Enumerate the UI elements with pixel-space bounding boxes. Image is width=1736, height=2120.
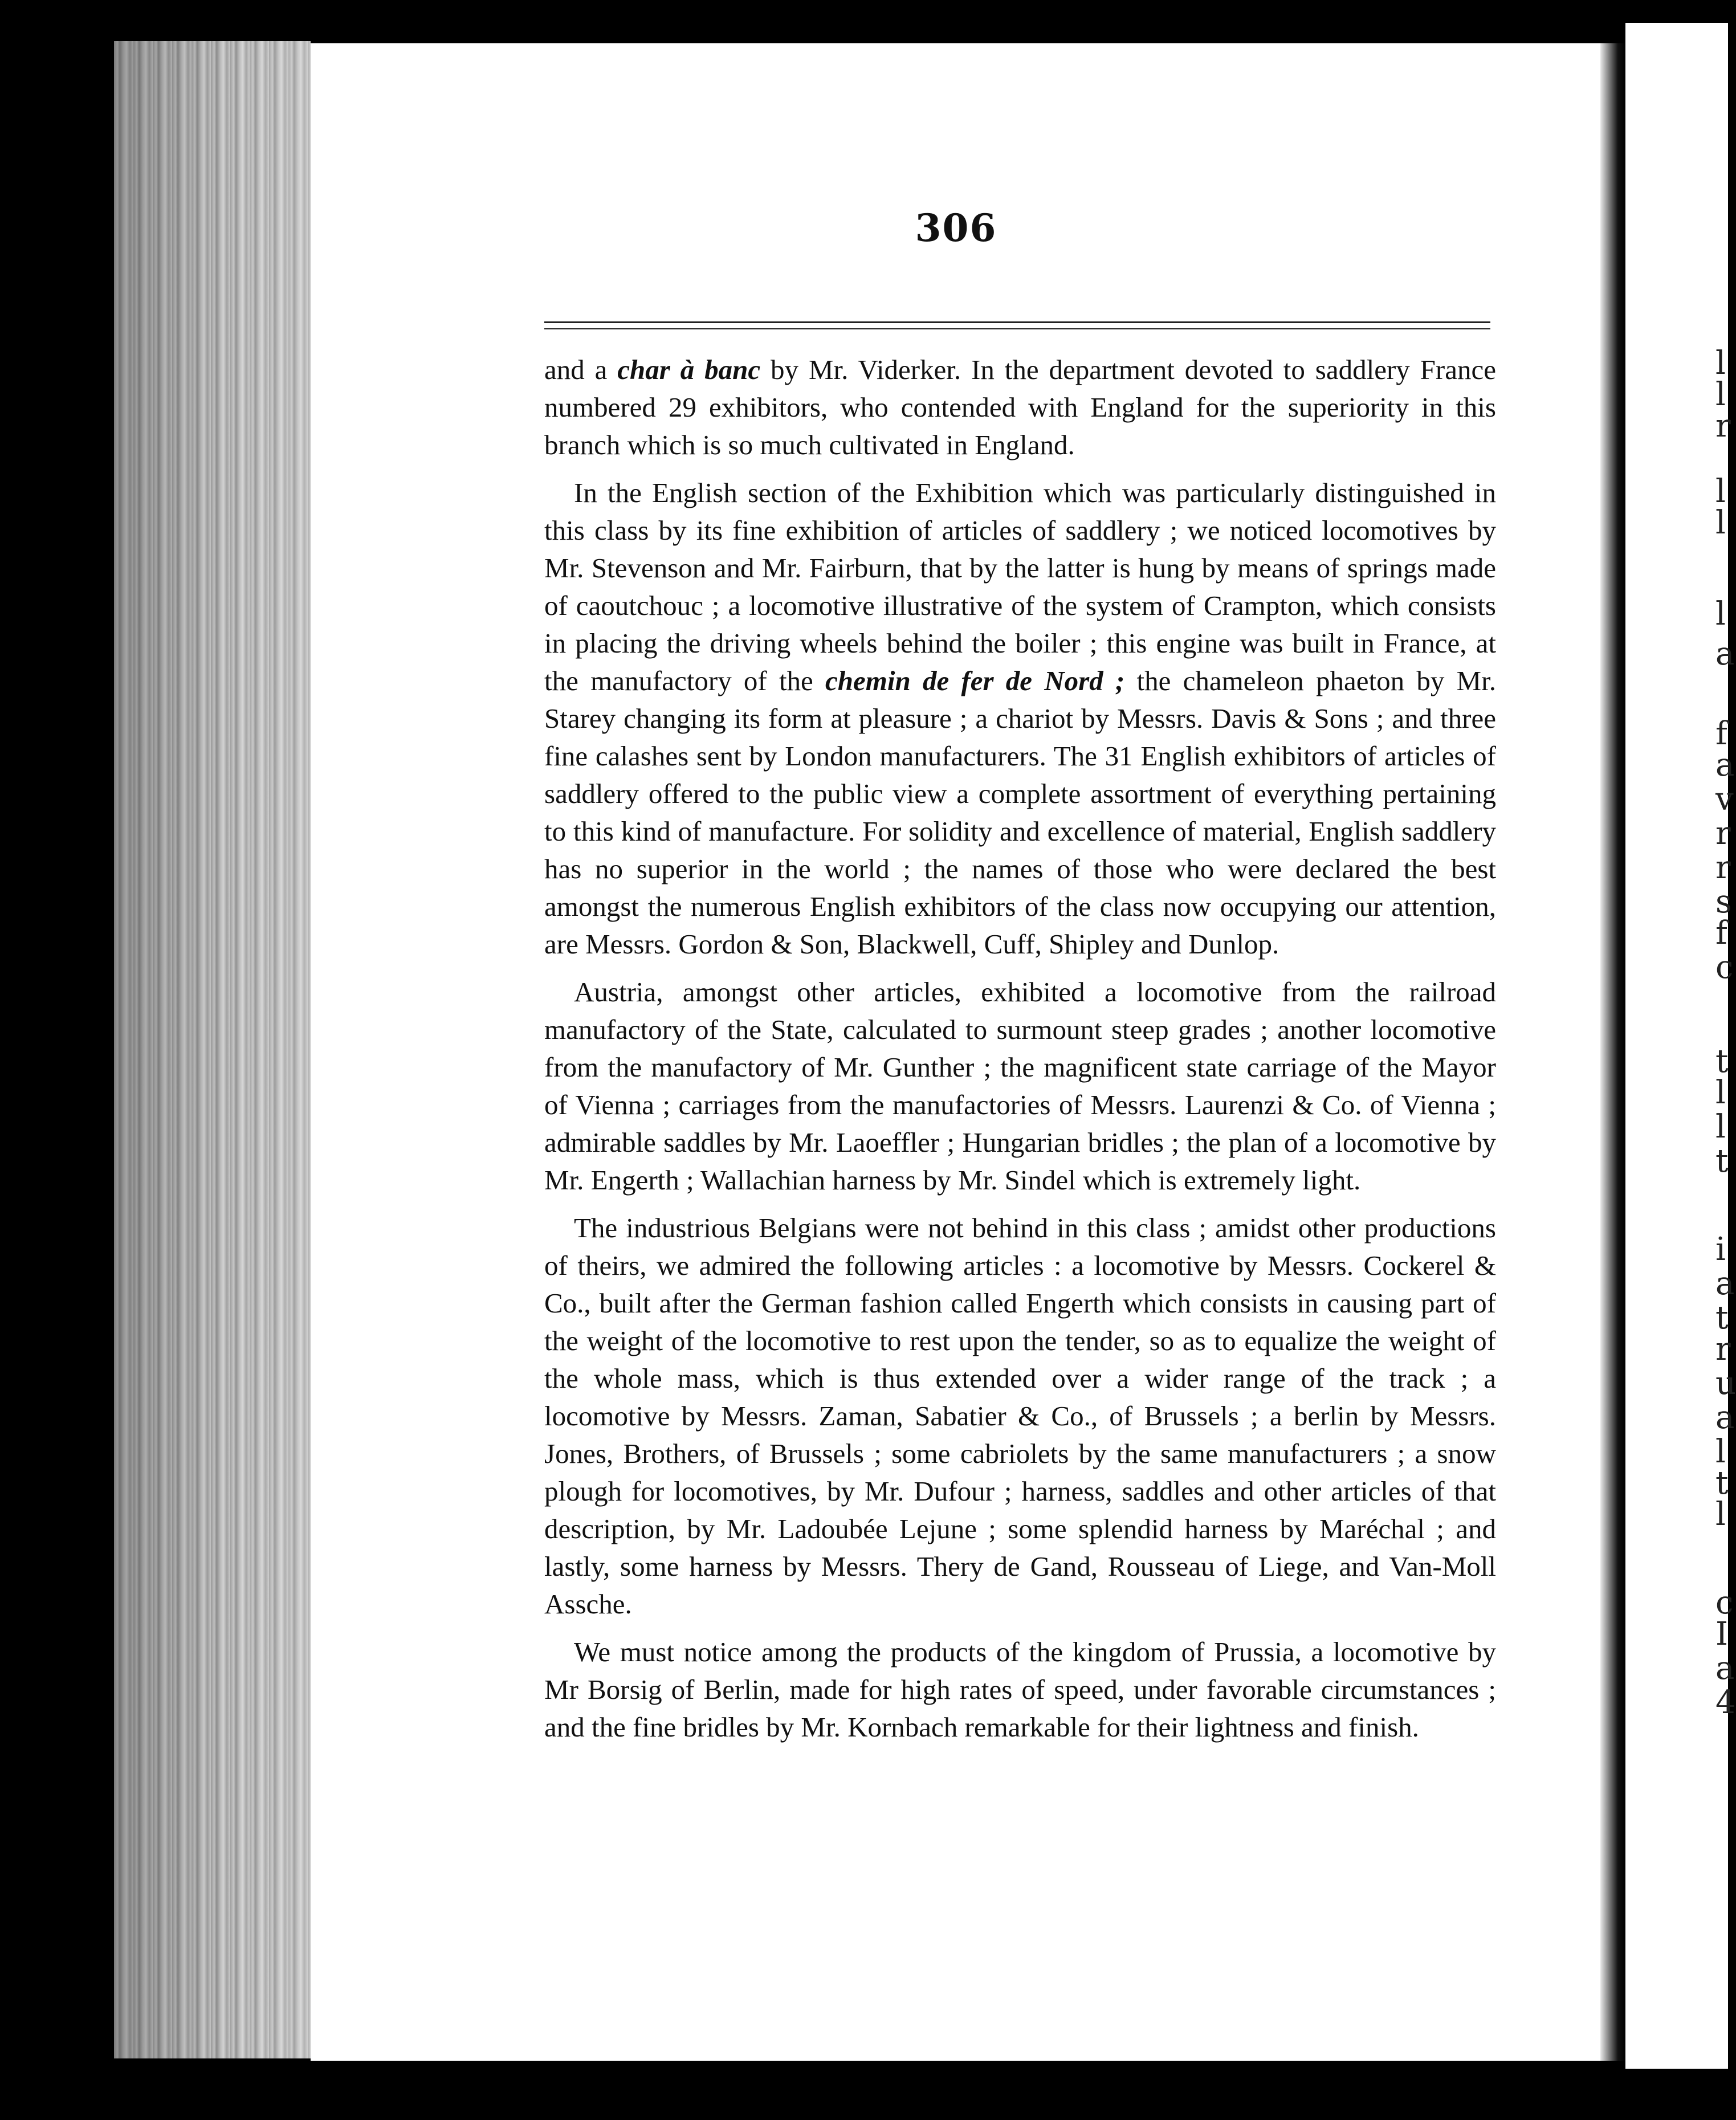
facing-page-letter: f (1715, 915, 1727, 952)
facing-page-letter: v (1715, 781, 1734, 818)
facing-page-letter: l (1715, 473, 1726, 510)
page-edges-stack (114, 41, 311, 2058)
text-run: Austria, amongst other articles, exhibited a locomotive from the railroad manufactory of the State, calculated to surmount steep grades ; another locomotive from the manufactory of Mr. Gunther ; the magnificent state carriage of the Mayor of Vienna ; carriages from the manufactories of Messrs. Laurenzi & Co. of Vienna ; admirable saddles by Mr. Laoeffler ; Hungarian bridles ; the plan of a locomotive by Mr. Engerth ; Wallachian harness by Mr. Sindel which is extremely light. (544, 976, 1496, 1196)
italic-phrase: chemin de fer de Nord ; (825, 665, 1125, 696)
facing-page-letter: l (1715, 504, 1726, 541)
facing-page-letter: l (1715, 596, 1726, 633)
body-text (544, 351, 1496, 1756)
facing-page-letter: r (1715, 849, 1731, 886)
text-run: The industrious Belgians were not behind in this class ; amidst other productions of theirs, we admired the following articles : a locomotive by Messrs. Cockerel & Co., built after the German fashion called Engerth which consists in causing part of the weight of the locomotive to rest upon the tender, so as to equalize the weight of the whole mass, which is thus extended over a wider range of the track ; a locomotive by Messrs. Zaman, Sabatier & Co., of Brussels ; a berlin by Messrs. Jones, Brothers, of Brussels ; some cabriolets by the same manufacturers ; a snow plough for locomotives, by Mr. Dufour ; harness, saddles and other articles of that description, by Mr. Ladoubée Lejune ; some splendid harness by Maréchal ; and lastly, some harness by Messrs. Thery de Gand, Rousseau of Liege, and Van-Moll Assche. (544, 1212, 1496, 1620)
facing-page-letter: l (1715, 1496, 1726, 1533)
book-gutter (1600, 43, 1625, 2061)
facing-page-letter: r (1715, 407, 1731, 445)
facing-page-edge (1625, 23, 1736, 2069)
facing-page-letter: a (1715, 1265, 1735, 1302)
facing-page-letter: l (1715, 345, 1726, 382)
book-page (311, 43, 1601, 2061)
header-rule (544, 321, 1490, 323)
facing-page-letter: t (1715, 1043, 1729, 1080)
text-run: the chameleon phaeton by Mr. Starey changing its form at pleasure ; a chariot by Messrs. Davis & Sons ; and three fine calashes sent by London manufacturers. The 31 English exhibitors of articles of saddlery offered to the public view a complete assortment of everything pertaining to this kind of manufacture. For solidity and excellence of material, English saddlery has no superior in the world ; the names of those who were declared the best amongst the numerous English exhibitors of the class now occupying our attention, are Messrs. Gordon & Son, Blackwell, Cuff, Shipley and Dunlop. (544, 665, 1496, 960)
facing-page-letter: t (1715, 1299, 1729, 1336)
paragraph (544, 1633, 1496, 1746)
facing-page-letter: l (1715, 1074, 1726, 1111)
facing-page-letter: f (1715, 715, 1727, 752)
facing-page-letter: t (1715, 1143, 1729, 1180)
facing-page-letter: r (1715, 1331, 1731, 1368)
facing-page-letter: a (1715, 1399, 1735, 1436)
facing-page-letter: c (1715, 1584, 1734, 1621)
paragraph (544, 973, 1496, 1199)
facing-page-letter: t (1715, 1465, 1729, 1502)
facing-page-letter: 4 (1715, 1684, 1736, 1721)
facing-page-letter: l (1715, 376, 1726, 413)
facing-page-letter: l (1715, 1108, 1726, 1145)
facing-page-letter: l (1715, 1433, 1726, 1470)
paragraph (544, 351, 1496, 464)
facing-page-letter: r (1715, 815, 1731, 852)
facing-page-letter: a (1715, 1650, 1735, 1687)
text-run: and a (544, 354, 618, 385)
facing-page-letter: a (1715, 747, 1735, 784)
facing-page-letter: a (1715, 635, 1735, 672)
italic-phrase: char à banc (617, 354, 761, 385)
text-run: In the English section of the Exhibition which was particularly distinguished in this class by its fine exhibition of articles of saddlery ; we noticed locomotives by Mr. Stevenson and Mr. Fairburn, that by the latter is hung by means of springs made of caoutchouc ; a locomotive illustrative of the system of Crampton, which consists in placing the driving wheels behind the boiler ; this engine was built in France, at the manufactory of the (544, 477, 1496, 696)
text-run: We must notice among the products of the kingdom of Prussia, a locomotive by Mr Borsig of Berlin, made for high rates of speed, under favorable circumstances ; and the fine bridles by Mr. Kornbach remarkable for their lightness and finish. (544, 1636, 1496, 1743)
facing-page-letter: s (1715, 883, 1732, 920)
facing-page-letter: I (1715, 1616, 1729, 1653)
facing-page-letter: u (1715, 1365, 1736, 1402)
header-rule-secondary (544, 328, 1490, 329)
facing-page-letter: c (1715, 949, 1734, 986)
paragraph (544, 474, 1496, 963)
page-number: 306 (915, 206, 997, 250)
text-run: by Mr. Viderker. In the department devoted to saddlery France numbered 29 exhibitors, who contended with England for the superiority in this branch which is so much cultivated in England. (544, 354, 1496, 460)
paragraph (544, 1209, 1496, 1623)
facing-page-letter: i (1715, 1231, 1726, 1268)
